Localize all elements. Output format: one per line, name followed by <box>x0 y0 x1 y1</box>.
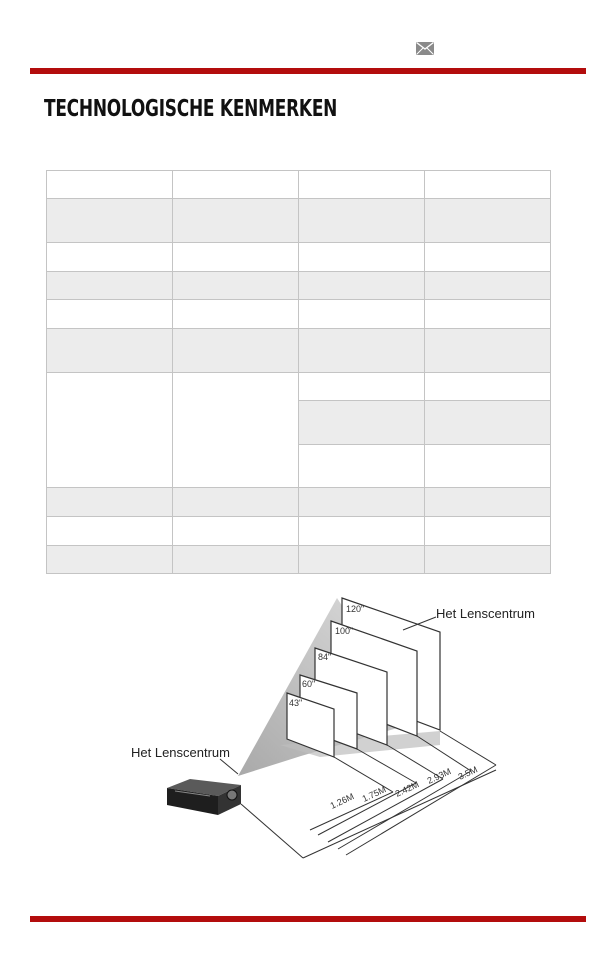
table-cell <box>173 243 299 272</box>
table-cell <box>425 272 551 300</box>
projector-image <box>167 779 241 815</box>
screen-size-label: 120" <box>346 604 365 614</box>
table-cell <box>425 373 551 401</box>
table-cell <box>299 243 425 272</box>
table-cell <box>425 329 551 373</box>
table-cell <box>47 517 173 546</box>
table-cell <box>299 199 425 243</box>
mail-icon[interactable] <box>416 42 434 55</box>
table-cell <box>425 488 551 517</box>
table-cell <box>173 517 299 546</box>
header-rule <box>30 68 586 74</box>
screen-size-label: 84" <box>318 652 332 662</box>
table-cell <box>47 373 173 488</box>
distance-label: 3.5M <box>456 764 479 782</box>
table-cell <box>299 517 425 546</box>
table-row <box>47 329 551 373</box>
table-cell <box>425 171 551 199</box>
table-cell <box>299 300 425 329</box>
distance-label: 2.93M <box>425 766 453 786</box>
table-cell <box>47 199 173 243</box>
table-cell <box>47 329 173 373</box>
table-row <box>47 243 551 272</box>
table-cell <box>299 329 425 373</box>
distance-label: 1.26M <box>328 791 356 811</box>
table-cell <box>425 243 551 272</box>
table-row <box>47 171 551 199</box>
table-cell <box>299 373 425 401</box>
table-cell <box>47 171 173 199</box>
table-cell <box>299 401 425 445</box>
table-cell <box>173 488 299 517</box>
table-cell <box>47 300 173 329</box>
table-cell <box>299 272 425 300</box>
distance-label: 1.75M <box>360 784 388 804</box>
table-row <box>47 517 551 546</box>
table-cell <box>47 546 173 574</box>
table-row <box>47 272 551 300</box>
table-row <box>47 546 551 574</box>
table-cell <box>47 243 173 272</box>
table-cell <box>299 171 425 199</box>
lens-center-label-top: Het Lenscentrum <box>436 606 535 621</box>
table-cell <box>299 488 425 517</box>
table-cell <box>425 517 551 546</box>
table-row <box>47 373 551 401</box>
table-cell <box>173 329 299 373</box>
table-cell <box>47 488 173 517</box>
table-cell <box>425 401 551 445</box>
table-cell <box>425 546 551 574</box>
screen-size-label: 43" <box>289 698 303 708</box>
table-cell <box>173 300 299 329</box>
table-row <box>47 300 551 329</box>
table-cell <box>173 373 299 488</box>
table-cell <box>47 272 173 300</box>
footer-rule <box>30 916 586 922</box>
table-cell <box>425 300 551 329</box>
projection-distance-diagram <box>120 585 560 870</box>
section-title: TECHNOLOGISCHE KENMERKEN <box>44 96 338 122</box>
table-cell <box>173 546 299 574</box>
callout-line <box>220 759 238 774</box>
table-cell <box>425 199 551 243</box>
specs-table <box>46 170 551 574</box>
screen-size-label: 100" <box>335 626 354 636</box>
table-cell <box>173 171 299 199</box>
table-cell <box>425 445 551 488</box>
table-cell <box>299 445 425 488</box>
distance-label: 2.42M <box>393 779 421 799</box>
table-cell <box>173 272 299 300</box>
table-cell <box>299 546 425 574</box>
table-row <box>47 488 551 517</box>
screen-size-label: 60" <box>302 679 316 689</box>
table-row <box>47 199 551 243</box>
lens-center-label-left: Het Lenscentrum <box>131 745 230 760</box>
table-cell <box>173 199 299 243</box>
